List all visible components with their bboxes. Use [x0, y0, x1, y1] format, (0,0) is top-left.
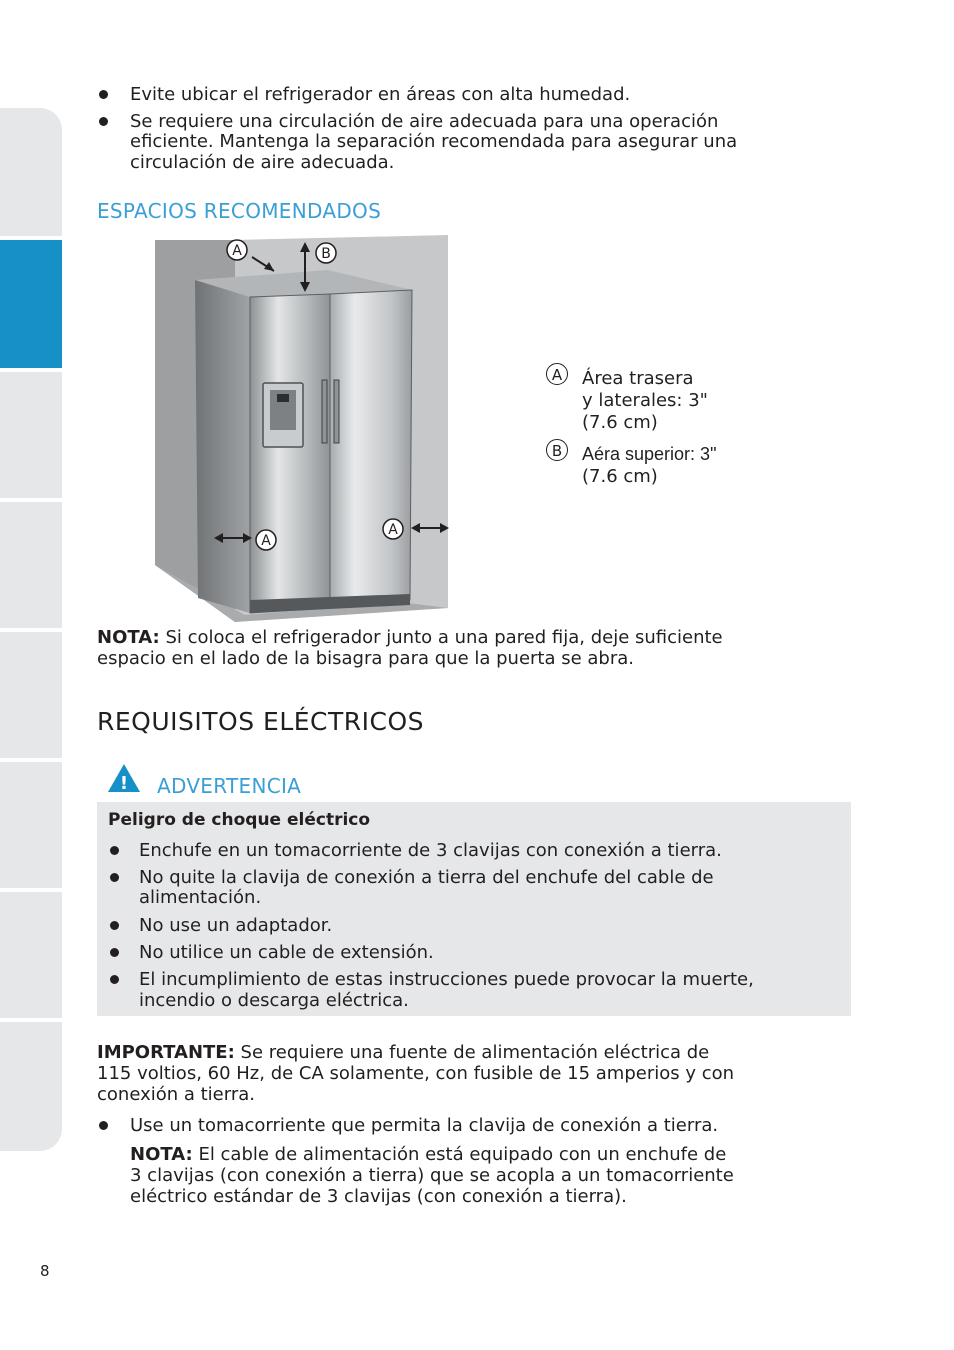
bullet-dot [110, 975, 119, 984]
side-tab-4[interactable] [0, 502, 62, 628]
bullet-air-line3: circulación de aire adecuada. [130, 152, 395, 173]
warning-bullet-2a: No quite la clavija de conexión a tierra del enchufe del cable de [139, 867, 714, 888]
warning-bullet-5a: El incumplimiento de estas instrucciones puede provocar la muerte, [139, 969, 754, 990]
bullet-dot [99, 117, 108, 126]
fridge-left-door [250, 294, 330, 613]
warning-bullet-5b: incendio o descarga eléctrica. [139, 990, 409, 1011]
svg-text:A: A [261, 533, 271, 549]
bullet-dot [110, 948, 119, 957]
bullet-dot [110, 873, 119, 882]
cord-note-line2: 3 clavijas (con conexión a tierra) que se acopla a un tomacorriente [130, 1165, 734, 1186]
important-line2: 115 voltios, 60 Hz, de CA solamente, con fusible de 15 amperios y con [97, 1063, 735, 1084]
legend-a-line1: Área trasera [582, 368, 694, 389]
side-tab-8[interactable] [0, 1022, 62, 1151]
warning-bullet-2b: alimentación. [139, 887, 262, 908]
outlet-bullet: Use un tomacorriente que permita la clavija de conexión a tierra. [130, 1115, 719, 1136]
note-hinge-line1: NOTA: Si coloca el refrigerador junto a una pared fija, deje suficiente [97, 627, 723, 648]
warning-bullet-3: No use un adaptador. [139, 915, 333, 936]
legend-marker-b: B [546, 439, 568, 461]
svg-text:!: ! [119, 773, 129, 793]
page-number: 8 [40, 1262, 50, 1280]
side-tab-1[interactable] [0, 108, 62, 236]
important-line3: conexión a tierra. [97, 1084, 255, 1105]
cord-note-label: NOTA: [130, 1144, 193, 1165]
bullet-air-line2: eficiente. Mantenga la separación recomendada para asegurar una [130, 131, 738, 152]
electrical-title: REQUISITOS ELÉCTRICOS [97, 707, 425, 736]
right-handle [334, 380, 339, 443]
hazard-title: Peligro de choque eléctrico [108, 810, 371, 830]
bullet-dot [110, 846, 119, 855]
bullet-dot [110, 921, 119, 930]
side-tab-6[interactable] [0, 762, 62, 888]
legend-b-line1: Aéra superior: 3" [582, 444, 717, 464]
side-tab-7[interactable] [0, 892, 62, 1018]
bullet-dot [99, 1121, 108, 1130]
legend-a-line2: y laterales: 3" [582, 390, 708, 411]
legend-a-line3: (7.6 cm) [582, 412, 658, 433]
bullet-humidity: Evite ubicar el refrigerador en áreas con alta humedad. [130, 84, 631, 105]
important-label: IMPORTANTE: [97, 1042, 235, 1063]
fridge-clearance-illustration [150, 230, 455, 625]
side-tab-2-active[interactable] [0, 240, 62, 368]
cord-note-line1: NOTA: El cable de alimentación está equipado con un enchufe de [130, 1144, 727, 1165]
legend-b-line2: (7.6 cm) [582, 466, 658, 487]
side-tab-5[interactable] [0, 632, 62, 758]
svg-text:A: A [232, 243, 242, 259]
bullet-dot [99, 90, 108, 99]
fridge-side [195, 280, 250, 613]
warning-label: ADVERTENCIA [157, 774, 302, 798]
warning-bullet-1: Enchufe en un tomacorriente de 3 clavijas con conexión a tierra. [139, 840, 722, 861]
svg-text:A: A [388, 522, 398, 538]
cord-note-line3: eléctrico estándar de 3 clavijas (con conexión a tierra). [130, 1186, 627, 1207]
bullet-air-line1: Se requiere una circulación de aire adecuada para una operación [130, 111, 719, 132]
side-tab-3[interactable] [0, 372, 62, 498]
note-hinge-line2: espacio en el lado de la bisagra para que la puerta se abra. [97, 648, 635, 669]
important-line1: IMPORTANTE: Se requiere una fuente de alimentación eléctrica de [97, 1042, 710, 1063]
warning-bullet-4: No utilice un cable de extensión. [139, 942, 434, 963]
warning-triangle-icon [107, 763, 141, 793]
spacing-heading: ESPACIOS RECOMENDADOS [97, 199, 382, 223]
side-tab-strip [0, 108, 62, 1151]
left-handle [322, 380, 327, 443]
svg-text:B: B [321, 246, 331, 262]
fridge-right-door [330, 290, 412, 608]
note-label: NOTA: [97, 627, 160, 648]
legend-marker-a: A [546, 363, 568, 385]
